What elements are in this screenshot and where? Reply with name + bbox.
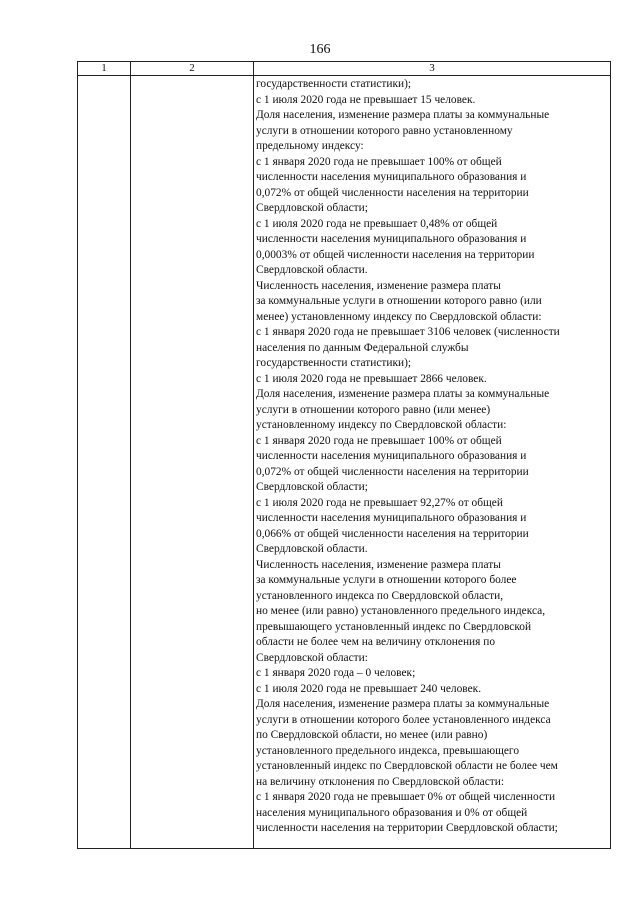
text-line: с 1 июля 2020 года не превышает 2866 человек. — [256, 372, 487, 385]
text-line: Численность населения, изменение размера платы — [256, 279, 501, 292]
column-3-cell — [254, 76, 611, 849]
text-line: с 1 января 2020 года – 0 человек; — [256, 667, 416, 679]
text-line: численности населения на территории Свердловской области; — [256, 822, 558, 834]
text-line: государственности статистики); — [256, 357, 412, 369]
text-line: предельному индексу: — [256, 140, 364, 152]
text-line: на величину отклонения по Свердловской области: — [256, 775, 505, 788]
text-line: с 1 июля 2020 года не превышает 0,48% от общей — [256, 217, 498, 230]
text-line: по Свердловской области, но менее (или равно) — [256, 729, 488, 741]
text-line: 0,072% от общей численности населения на территории — [256, 465, 529, 478]
text-line: но менее (или равно) установленного предельного индекса, — [256, 605, 546, 617]
text-line: численности населения муниципального образования и — [256, 450, 527, 462]
text-line: Свердловской области; — [256, 202, 368, 214]
text-line: численности населения муниципального образования и — [256, 171, 527, 183]
text-line: за коммунальные услуги в отношении которого более — [256, 574, 517, 586]
text-line: населения муниципального образования и 0% от общей — [256, 806, 528, 819]
table-header-row — [78, 62, 611, 76]
text-line: Доля населения, изменение размера платы за коммунальные — [256, 388, 550, 400]
text-line: Свердловской области. — [256, 264, 368, 276]
text-line: услуги в отношении которого равно (или менее) — [256, 403, 491, 416]
text-line: Свердловской области; — [256, 481, 368, 493]
text-line: численности населения муниципального образования и — [256, 512, 527, 524]
text-line: установленного индекса по Свердловской области, — [256, 589, 504, 602]
text-line: Численность населения, изменение размера платы — [256, 558, 501, 571]
text-line: Свердловской области: — [256, 651, 368, 664]
text-line: услуги в отношении которого равно установленному — [256, 124, 513, 137]
text-line: Доля населения, изменение размера платы за коммунальные — [256, 698, 550, 710]
text-line: с 1 января 2020 года не превышает 100% от общей — [256, 434, 502, 447]
text-line: Доля населения, изменение размера платы за коммунальные — [256, 109, 550, 121]
text-line: установленный индекс по Свердловской области не более чем — [256, 760, 558, 772]
text-line: с 1 января 2020 года не превышает 100% от общей — [256, 155, 502, 168]
document-table — [77, 61, 611, 849]
text-line: услуги в отношении которого более установленного индекса — [256, 713, 551, 726]
text-line: с 1 января 2020 года не превышает 0% от общей численности — [256, 791, 556, 803]
text-line: области не более чем на величину отклонения по — [256, 636, 496, 648]
column-3-text — [256, 77, 608, 837]
text-line: государственности статистики); — [256, 78, 412, 90]
column-2-cell — [131, 76, 254, 849]
text-line: установленного предельного индекса, превышающего — [256, 744, 520, 757]
text-line: менее) установленному индексу по Свердловской области: — [256, 310, 542, 323]
column-header-3: 3 — [254, 62, 611, 76]
page-number: 166 — [309, 42, 331, 57]
text-line: населения по данным Федеральной службы — [256, 341, 469, 354]
text-line: Свердловской области. — [256, 543, 368, 555]
text-line: численности населения муниципального образования и — [256, 233, 527, 245]
text-line: 0,066% от общей численности населения на территории — [256, 527, 529, 540]
text-line: с 1 июля 2020 года не превышает 92,27% от общей — [256, 496, 503, 509]
text-line: с 1 января 2020 года не превышает 3106 человек (численности — [256, 326, 560, 338]
text-line: с 1 июля 2020 года не превышает 240 человек. — [256, 682, 482, 695]
text-line: установленному индексу по Свердловской области: — [256, 419, 507, 431]
column-header-1: 1 — [78, 62, 131, 76]
text-line: с 1 июля 2020 года не превышает 15 человек. — [256, 93, 476, 106]
column-header-2: 2 — [131, 62, 254, 76]
text-line: 0,0003% от общей численности населения на территории — [256, 248, 535, 261]
column-1-cell — [78, 76, 131, 849]
table-row — [78, 76, 611, 849]
text-line: 0,072% от общей численности населения на территории — [256, 186, 529, 199]
text-line: за коммунальные услуги в отношении которого равно (или — [256, 295, 542, 307]
text-line: превышающего установленный индекс по Свердловской — [256, 620, 532, 633]
